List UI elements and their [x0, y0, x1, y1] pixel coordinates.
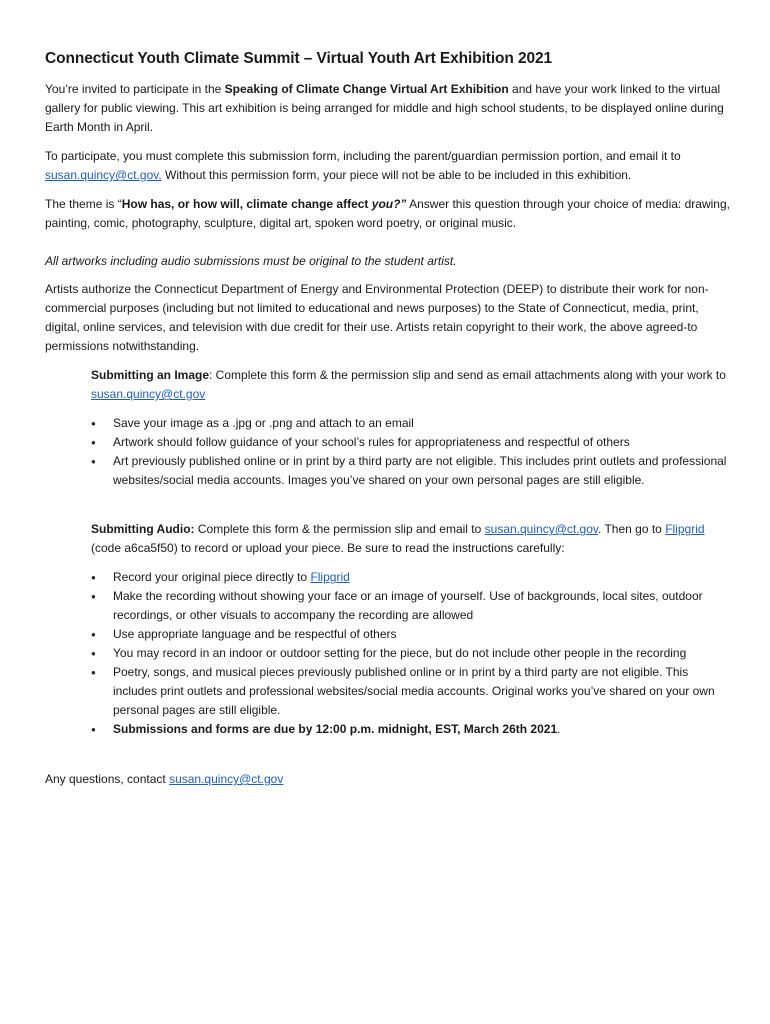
list-item: ● Make the recording without showing your face or an image of yourself. Use of backgrounds, local sites, outdoor recordings, or other visuals to accompany the recording are allowed: [91, 587, 731, 625]
image-submission-paragraph: Submitting an Image: Complete this form & the permission slip and send as email attachments along with your work to susan.quincy@ct.gov: [91, 368, 726, 401]
image-section-heading: Submitting an Image: [91, 368, 210, 382]
list-item: ● You may record in an indoor or outdoor setting for the piece, but do not include other people in the recording: [91, 644, 731, 663]
flipgrid-link[interactable]: Flipgrid: [665, 522, 705, 536]
deadline-text: Submissions and forms are due by 12:00 p.m. midnight, EST, March 26th 2021: [113, 722, 558, 736]
email-link[interactable]: susan.quincy@ct.gov.: [45, 168, 162, 182]
list-item: ● Submissions and forms are due by 12:00 p.m. midnight, EST, March 26th 2021.: [91, 720, 731, 739]
list-item: ● Poetry, songs, and musical pieces previously published online or in print by a third party are not eligible. This includes print outlets and professional websites/social media accounts. Original works you’ve shared on your own personal pages are still eligible.: [91, 663, 731, 720]
authorization-paragraph: Artists authorize the Connecticut Department of Energy and Environmental Protection (DEEP) to distribute their work for non-commercial purposes (including but not limited to educational and news purposes) to the State of Connecticut, media, print, digital, online services, and television with due credit for their use. Artists retain copyright to their work, the above agreed-to permissions notwithstanding.: [45, 282, 709, 353]
theme-question: How has, or how will, climate change affect: [121, 197, 372, 211]
flipgrid-link[interactable]: Flipgrid: [310, 570, 350, 584]
image-requirements-list: [91, 414, 731, 490]
contact-paragraph: Any questions, contact susan.quincy@ct.gov: [45, 772, 284, 786]
list-item: ● Use appropriate language and be respectful of others: [91, 625, 731, 644]
theme-paragraph: The theme is “How has, or how will, climate change affect you?” Answer this question through your choice of media: drawing, painting, comic, photography, sculpture, digital art, spoken word poetry, or original music.: [45, 197, 730, 230]
list-item: ● Record your original piece directly to Flipgrid: [91, 568, 731, 587]
page-title: Connecticut Youth Climate Summit – Virtual Youth Art Exhibition 2021: [45, 50, 553, 67]
email-link[interactable]: susan.quincy@ct.gov: [169, 772, 284, 786]
intro-paragraph: You’re invited to participate in the Speaking of Climate Change Virtual Art Exhibition and have your work linked to the virtual gallery for public viewing. This art exhibition is being arranged for middle and high school students, to be displayed online during Earth Month in April.: [45, 82, 724, 134]
originality-note: All artworks including audio submissions must be original to the student artist.: [45, 254, 457, 268]
list-item: ● Save your image as a .jpg or .png and attach to an email: [91, 414, 731, 433]
audio-requirements-list: [91, 568, 731, 739]
audio-submission-paragraph: Submitting Audio: Complete this form & the permission slip and email to susan.quincy@ct.gov. Then go to Flipgrid (code a6ca5f50) to record or upload your piece. Be sure to read the instructions carefully:: [91, 522, 705, 555]
audio-section-heading: Submitting Audio:: [91, 522, 195, 536]
email-link[interactable]: susan.quincy@ct.gov: [484, 522, 599, 536]
participation-paragraph: To participate, you must complete this submission form, including the parent/guardian permission portion, and email it to susan.quincy@ct.gov. Without this permission form, your piece will not be able to be included in this exhibition.: [45, 149, 681, 182]
email-link[interactable]: susan.quincy@ct.gov: [91, 387, 206, 401]
list-item: ● Artwork should follow guidance of your school’s rules for appropriateness and respectful of others: [91, 433, 731, 452]
list-item: ● Art previously published online or in print by a third party are not eligible. This includes print outlets and professional websites/social media accounts. Images you’ve shared on your own personal pages are still eligible.: [91, 452, 731, 490]
exhibition-name: Speaking of Climate Change Virtual Art Exhibition: [224, 82, 509, 96]
